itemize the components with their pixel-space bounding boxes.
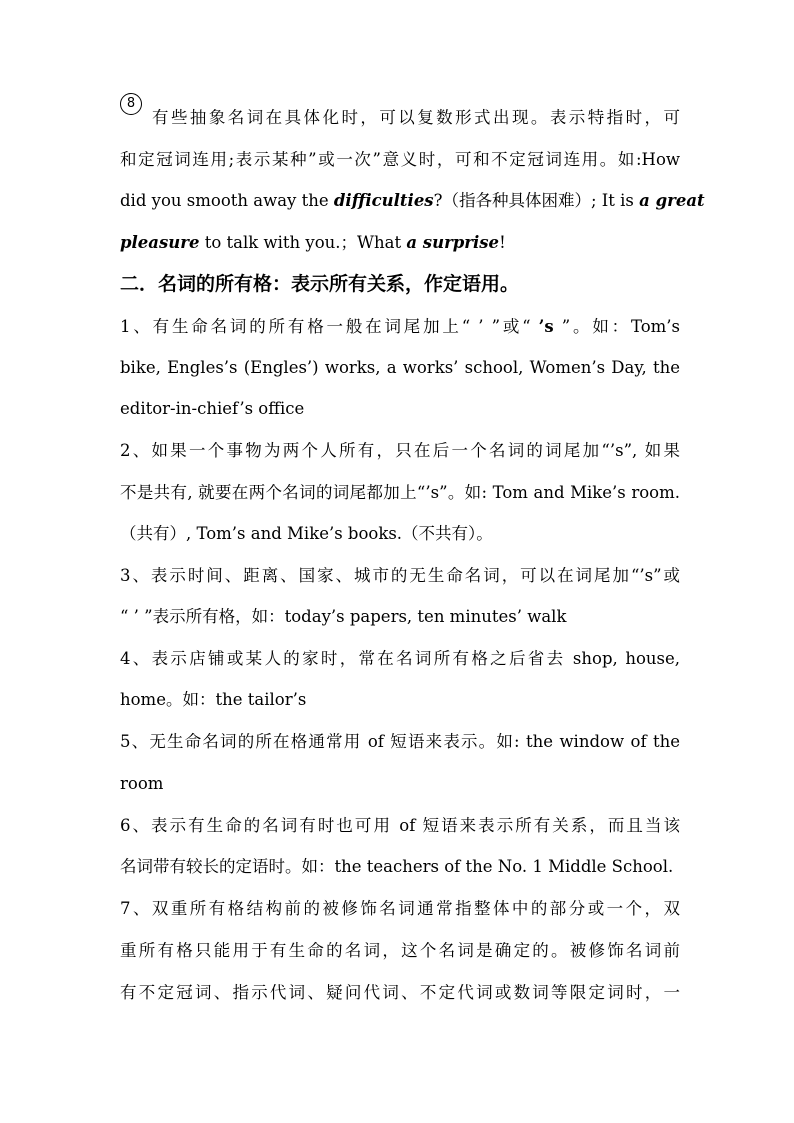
p5-line-1: 5、无生命名词的所在格通常用 of 短语来表示。如: the window of the (120, 732, 680, 751)
item8-line-3: did you smooth away the difficulties?（指各种具体困难）; It is a great (120, 191, 705, 210)
p3-line-1: 3、表示时间、距离、国家、城市的无生命名词，可以在词尾加“’s”或 (120, 566, 680, 585)
p2-line-1: 2、如果一个事物为两个人所有，只在后一个名词的词尾加“’s”, 如果 (120, 441, 680, 460)
item8-line-2: 和定冠词连用;表示某种”或一次”意义时，可和不定冠词连用。如:How (120, 150, 680, 169)
p3-line-2: “ ’ ”表示所有格，如：today’s papers, ten minutes’ walk (120, 607, 567, 626)
p6-line-2: 名词带有较长的定语时。如：the teachers of the No. 1 Middle School. (120, 857, 674, 876)
emphasis-difficulties: difficulties (333, 191, 434, 210)
p1-line-2: bike, Engles’s (Engles’) works, a works’ school, Women’s Day, the (120, 358, 680, 377)
p2-line-2: 不是共有, 就要在两个名词的词尾都加上“’s”。如: Tom and Mike’s room. (120, 483, 680, 502)
p2-line-3: （共有）, Tom’s and Mike’s books.（不共有）。 (120, 524, 493, 543)
item8-line-4: pleasure to talk with you.；What a surprise! (120, 233, 506, 252)
p1-line-3: editor-in-chief’s office (120, 399, 305, 418)
item8-line-1: 有些抽象名词在具体化时，可以复数形式出现。表示特指时，可 (152, 108, 680, 127)
emphasis-a-surprise: a surprise (406, 233, 500, 252)
p5-line-2: room (120, 774, 164, 793)
p4-line-2: home。如：the tailor’s (120, 690, 307, 709)
p6-line-1: 6、表示有生命的名词有时也可用 of 短语来表示所有关系，而且当该 (120, 816, 680, 835)
emphasis-pleasure: pleasure (120, 233, 200, 252)
p7-line-1: 7、双重所有格结构前的被修饰名词通常指整体中的部分或一个，双 (120, 899, 680, 918)
p4-line-1: 4、表示店铺或某人的家时，常在名词所有格之后省去 shop, house, (120, 649, 680, 668)
p1-line-1: 1、有生命名词的所有格一般在词尾加上“ ’ ”或“ ’s ”。如：Tom’s (120, 317, 680, 336)
section-heading: 二．名词的所有格：表示所有关系，作定语用。 (120, 273, 520, 295)
emphasis-a-great: a great (639, 191, 705, 210)
circled-number-marker: 8 (120, 93, 142, 115)
p7-line-3: 有不定冠词、指示代词、疑问代词、不定代词或数词等限定词时，一 (120, 983, 680, 1002)
p7-line-2: 重所有格只能用于有生命的名词，这个名词是确定的。被修饰名词前 (120, 941, 680, 960)
